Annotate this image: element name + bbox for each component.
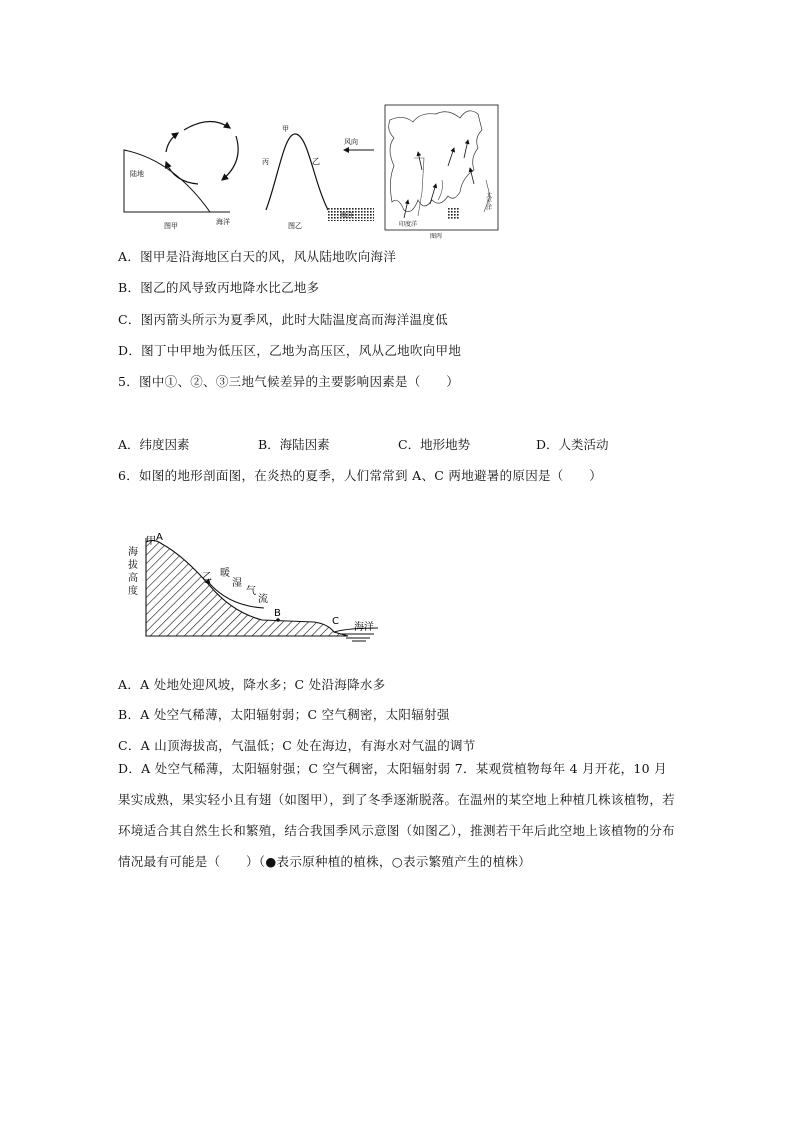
axis-char-1: 海 [128,547,138,558]
profile-sea-label: 海洋 [354,622,374,633]
q5-option-a: A．纬度因素 [118,437,190,452]
figure-jia-caption: 图甲 [164,222,178,230]
q5-option-d: D．人类活动 [536,437,609,452]
q6-option-a: A．A 处地处迎风坡，降水多；C 处沿海降水多 [118,677,386,692]
q4-option-b: B．图乙的风导致丙地降水比乙地多 [118,280,320,295]
figure-jia [124,121,238,212]
q6-option-c: C．A 山顶海拔高，气温低；C 处在海边，有海水对气温的调节 [118,738,476,753]
pacific-label: 太平洋 [484,192,492,210]
airflow-char-1: 暖 [220,568,230,579]
point-bing-label: 丙 [262,158,269,166]
airflow-char-3: 气 [246,586,256,597]
point-c: C [332,616,339,627]
point-yi-label: 乙 [312,157,320,166]
top-figures [118,100,508,242]
wind-sea-label: 海洋 [340,211,354,219]
q5-option-b: B．海陆因素 [258,437,330,452]
point-b: B [274,608,281,619]
sea-label: 海洋 [216,218,230,226]
figure-yi [266,134,328,210]
circulation-arrow-top [184,121,230,130]
q7-paragraph: D．A 处空气稀薄，太阳辐射强；C 空气稠密，太阳辐射弱 7．某观赏植物每年 4 月开花，10 月果实成熟，果实轻小且有翅（如图甲），到了冬季逐渐脱落。在温州的某空地上种植几株该植物，若环境适合其自然生长和繁殖，结合我国季风示意图（如图乙），推测若干年后此空地上该植物的分布情况最有可能是（ ）（●表示原种植的植株，○表示繁殖产生的植株） [118,761,675,869]
point-jia-label: 甲 [282,125,289,133]
land-label: 陆地 [130,170,144,178]
q5-stem: 5．图中①、②、③三地气候差异的主要影响因素是（ ） [118,374,460,389]
q5-options [118,437,609,453]
point-yi: 乙 [202,572,212,583]
indian-ocean-label: 印度洋 [399,221,418,228]
figure-bing-caption: 图丙 [430,233,443,240]
top-figures-drawing [118,100,508,242]
point-jia: 甲 [146,536,156,547]
q5-option-c: C．地形地势 [398,437,471,452]
mountain-curve [266,134,328,210]
wind-label: 风向 [344,138,358,146]
figure-yi-caption: 图乙 [288,222,302,230]
q4-option-c: C．图丙箭头所示为夏季风，此时大陆温度高而海洋温度低 [118,312,448,327]
circulation-arrow-left [166,133,178,152]
q4-option-a: A．图甲是沿海地区白天的风，风从陆地吹向海洋 [118,249,397,264]
axis-char-4: 度 [128,586,138,597]
point-a: A [156,532,163,543]
circulation-arrow-right [222,136,238,180]
q6-profile-figure [122,528,392,650]
axis-char-2: 拔 [128,560,138,571]
figure-bing-map [385,105,498,230]
q6-option-b: B．A 处空气稀薄，太阳辐射弱；C 空气稠密，太阳辐射强 [118,707,450,722]
airflow-char-4: 流 [258,594,268,605]
terrain-profile-drawing [122,528,392,650]
axis-char-3: 高 [128,573,138,584]
q6-stem: 6．如图的地形剖面图，在炎热的夏季，人们常常到 A、C 两地避暑的原因是（ ） [118,468,602,483]
q4-option-d: D．图丁中甲地为低压区，乙地为高压区，风从乙地吹向甲地 [118,343,462,358]
airflow-char-2: 湿 [232,578,242,589]
